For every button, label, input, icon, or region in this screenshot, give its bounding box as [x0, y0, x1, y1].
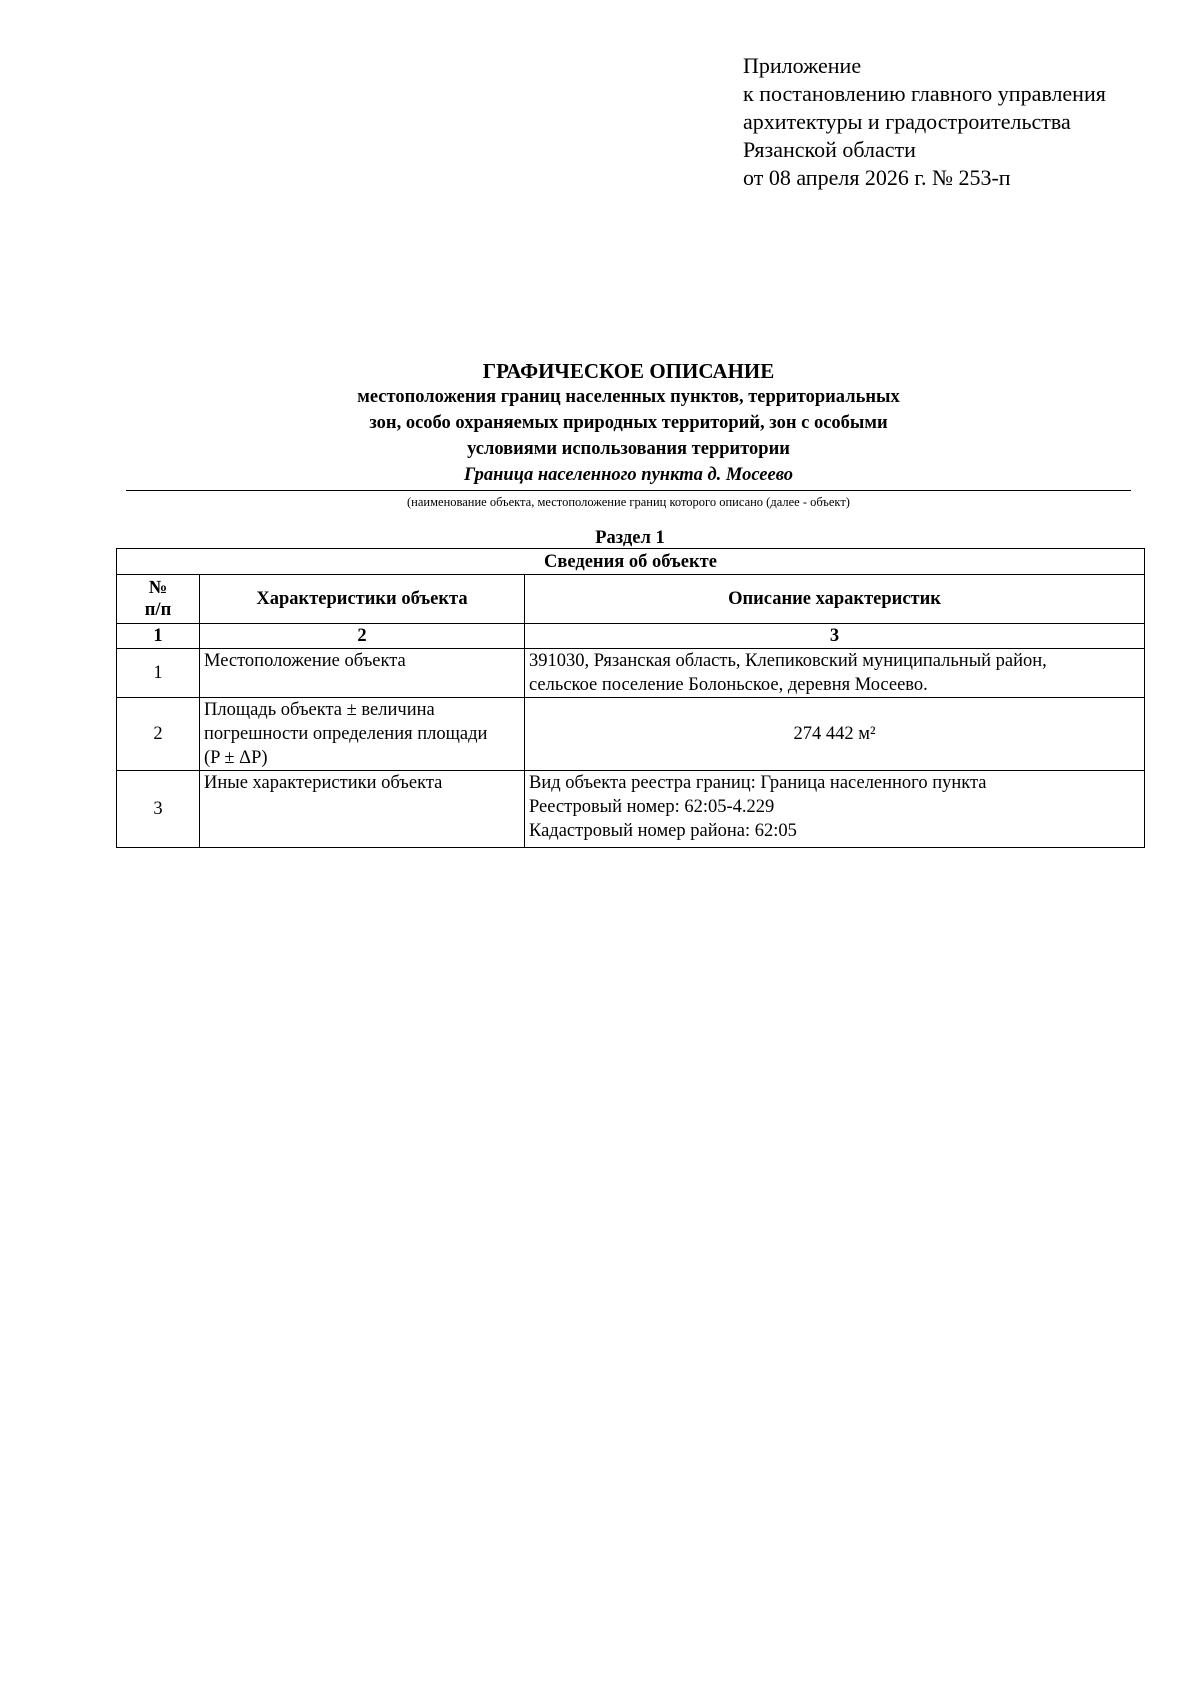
appendix-line: архитектуры и градостроительства [743, 109, 1071, 134]
table-row [117, 649, 1145, 698]
table-title-row [117, 549, 1145, 575]
row-characteristic-line: Площадь объекта ± величина [204, 700, 435, 720]
row-characteristic [200, 698, 525, 771]
row-characteristic-line: Местоположение объекта [204, 651, 406, 671]
document-title-block [126, 358, 1131, 488]
document-subtitle-line: местоположения границ населенных пунктов, территориальных [357, 387, 900, 407]
column-header-characteristics: Характеристики объекта [200, 575, 525, 624]
document-subtitle-line: условиями использования территории [467, 439, 790, 459]
row-description-line: Вид объекта реестра границ: Граница населенного пункта [529, 773, 987, 793]
column-index-row [117, 624, 1145, 649]
row-description [525, 649, 1145, 698]
object-name: Граница населенного пункта д. Мосеево [463, 465, 794, 485]
row-characteristic [200, 771, 525, 848]
row-description-line: 274 442 м² [793, 724, 876, 744]
row-description-line: сельское поселение Болоньское, деревня Мосеево. [529, 675, 928, 695]
column-header-description: Описание характеристик [525, 575, 1145, 624]
column-index: 1 [117, 624, 200, 649]
table-row [117, 771, 1145, 848]
table-header-row [117, 575, 1145, 624]
table-row [117, 698, 1145, 771]
object-info-table [116, 548, 1145, 848]
column-index: 3 [525, 624, 1145, 649]
column-header-num-line: № [148, 578, 168, 598]
section-title: Раздел 1 [595, 528, 665, 548]
column-index: 2 [200, 624, 525, 649]
appendix-line: Приложение [743, 53, 862, 78]
row-characteristic-line: Иные характеристики объекта [204, 773, 443, 793]
row-description [525, 771, 1145, 848]
document-title: ГРАФИЧЕСКОЕ ОПИСАНИЕ [482, 359, 775, 383]
row-characteristic [200, 649, 525, 698]
object-name-caption: (наименование объекта, местоположение границ которого описано (далее - объект) [407, 495, 850, 509]
row-number: 1 [117, 649, 200, 698]
table-title: Сведения об объекте [117, 549, 1145, 575]
document-subtitle-line: зон, особо охраняемых природных территорий, зон с особыми [369, 413, 888, 433]
appendix-line: Рязанской области [743, 137, 916, 162]
object-name-underline [126, 490, 1131, 491]
row-description-line: Кадастровый номер района: 62:05 [529, 821, 797, 841]
row-characteristic-line: (P ± ΔP) [204, 748, 268, 768]
row-description [525, 698, 1145, 771]
row-characteristic-line: погрешности определения площади [204, 724, 488, 744]
row-number: 2 [117, 698, 200, 771]
row-number: 3 [117, 771, 200, 848]
column-header-num-line: п/п [144, 600, 172, 620]
appendix-reference [743, 52, 1183, 192]
appendix-line: от 08 апреля 2026 г. № 253-п [743, 165, 1011, 190]
column-header-num [117, 575, 200, 624]
row-description-line: Реестровый номер: 62:05-4.229 [529, 797, 775, 817]
row-description-line: 391030, Рязанская область, Клепиковский муниципальный район, [529, 651, 1047, 671]
appendix-line: к постановлению главного управления [743, 81, 1106, 106]
